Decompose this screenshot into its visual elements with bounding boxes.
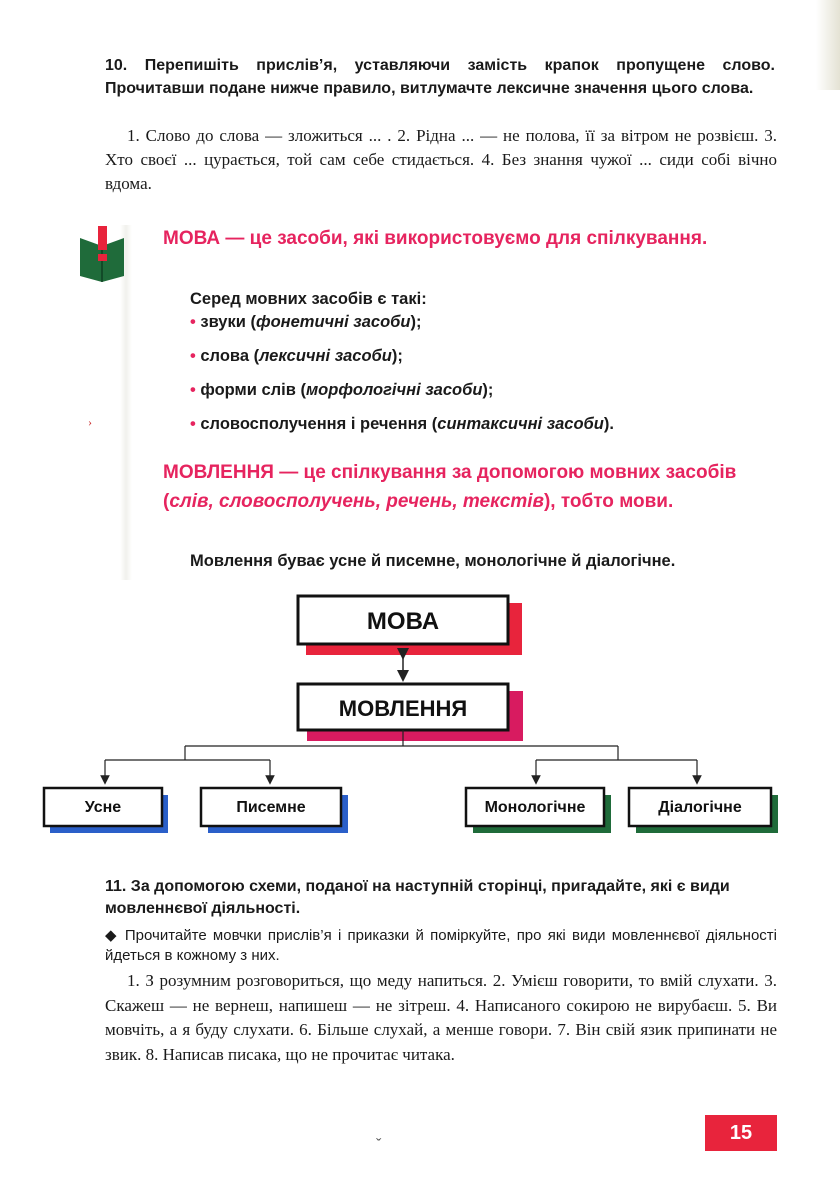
means-item: • звуки (фонетичні засоби); [190,313,422,331]
monolohichne-label: Монологічне [484,799,586,816]
means-intro: Серед мовних засобів є такі: [190,290,427,308]
task10-text: 1. Слово до слова — зложиться ... . 2. Рідна ... — не полова, її за вітром не розвієш. 3. Хто своєї ... цурається, той сам себе стидається. 4. Без знання чужої ... сиди собі вічно вдома. [105,126,777,193]
task11-heading: 11. За допомогою схеми, поданої на наступній сторінці, пригадайте, які є види мовленнєвої діяльності. [105,878,730,917]
means-item: • словосполучення і речення (синтаксичні засоби). [190,415,614,433]
movlennia-definition: МОВЛЕННЯ — це спілкування за допомогою мовних засобів (слів, словосполучень, речень, текстів), тобто мови. [163,462,737,512]
means-item: • форми слів (морфологічні засоби); [190,381,494,399]
movlennia-term: МОВЛЕННЯ [163,462,274,483]
means-item: • слова (лексичні засоби); [190,347,403,365]
mova-term: МОВА [163,228,221,249]
dialohichne-label: Діалогічне [658,799,742,816]
pysemne-label: Писемне [236,799,306,816]
task11-text: 1. З розумним розговориться, що меду напиться. 2. Умієш говорити, то вмій слухати. 3. Скажеш — не вернеш, напишеш — не зітреш. 4. Написаного сокирою не вирубаєш. 5. Ви мовчіть, а я буду слухати. 6. Більше слухай, а менше говори. 7. Він свій язик припинати не звик. 8. Написав писака, що не прочитає читака. [105,971,777,1064]
usne-label: Усне [84,799,122,816]
page-number: 15 [705,1115,777,1151]
task10-heading: 10. Перепишіть прислів’я, уставляючи замість крапок пропущене слово. Прочитавши подане нижче правило, витлумачте лексичне значення цього слова. [105,57,775,97]
task11-note: ◆ Прочитайте мовчки прислів’я і приказки й поміркуйте, про які види мовленнєвої діяльності йдеться в кожному з них. [105,927,777,964]
mova-box-label: МОВА [366,608,440,635]
speech-types: Мовлення буває усне й писемне, монологічне й діалогічне. [190,552,676,570]
pen-mark: ˬ [376,1124,382,1141]
diamond-bullet-icon: ◆ [105,927,125,944]
mova-def-text: — це засоби, які використовуємо для спілкування. [220,228,708,249]
margin-mark: › [88,415,92,429]
movlennia-box-label: МОВЛЕННЯ [338,696,468,721]
